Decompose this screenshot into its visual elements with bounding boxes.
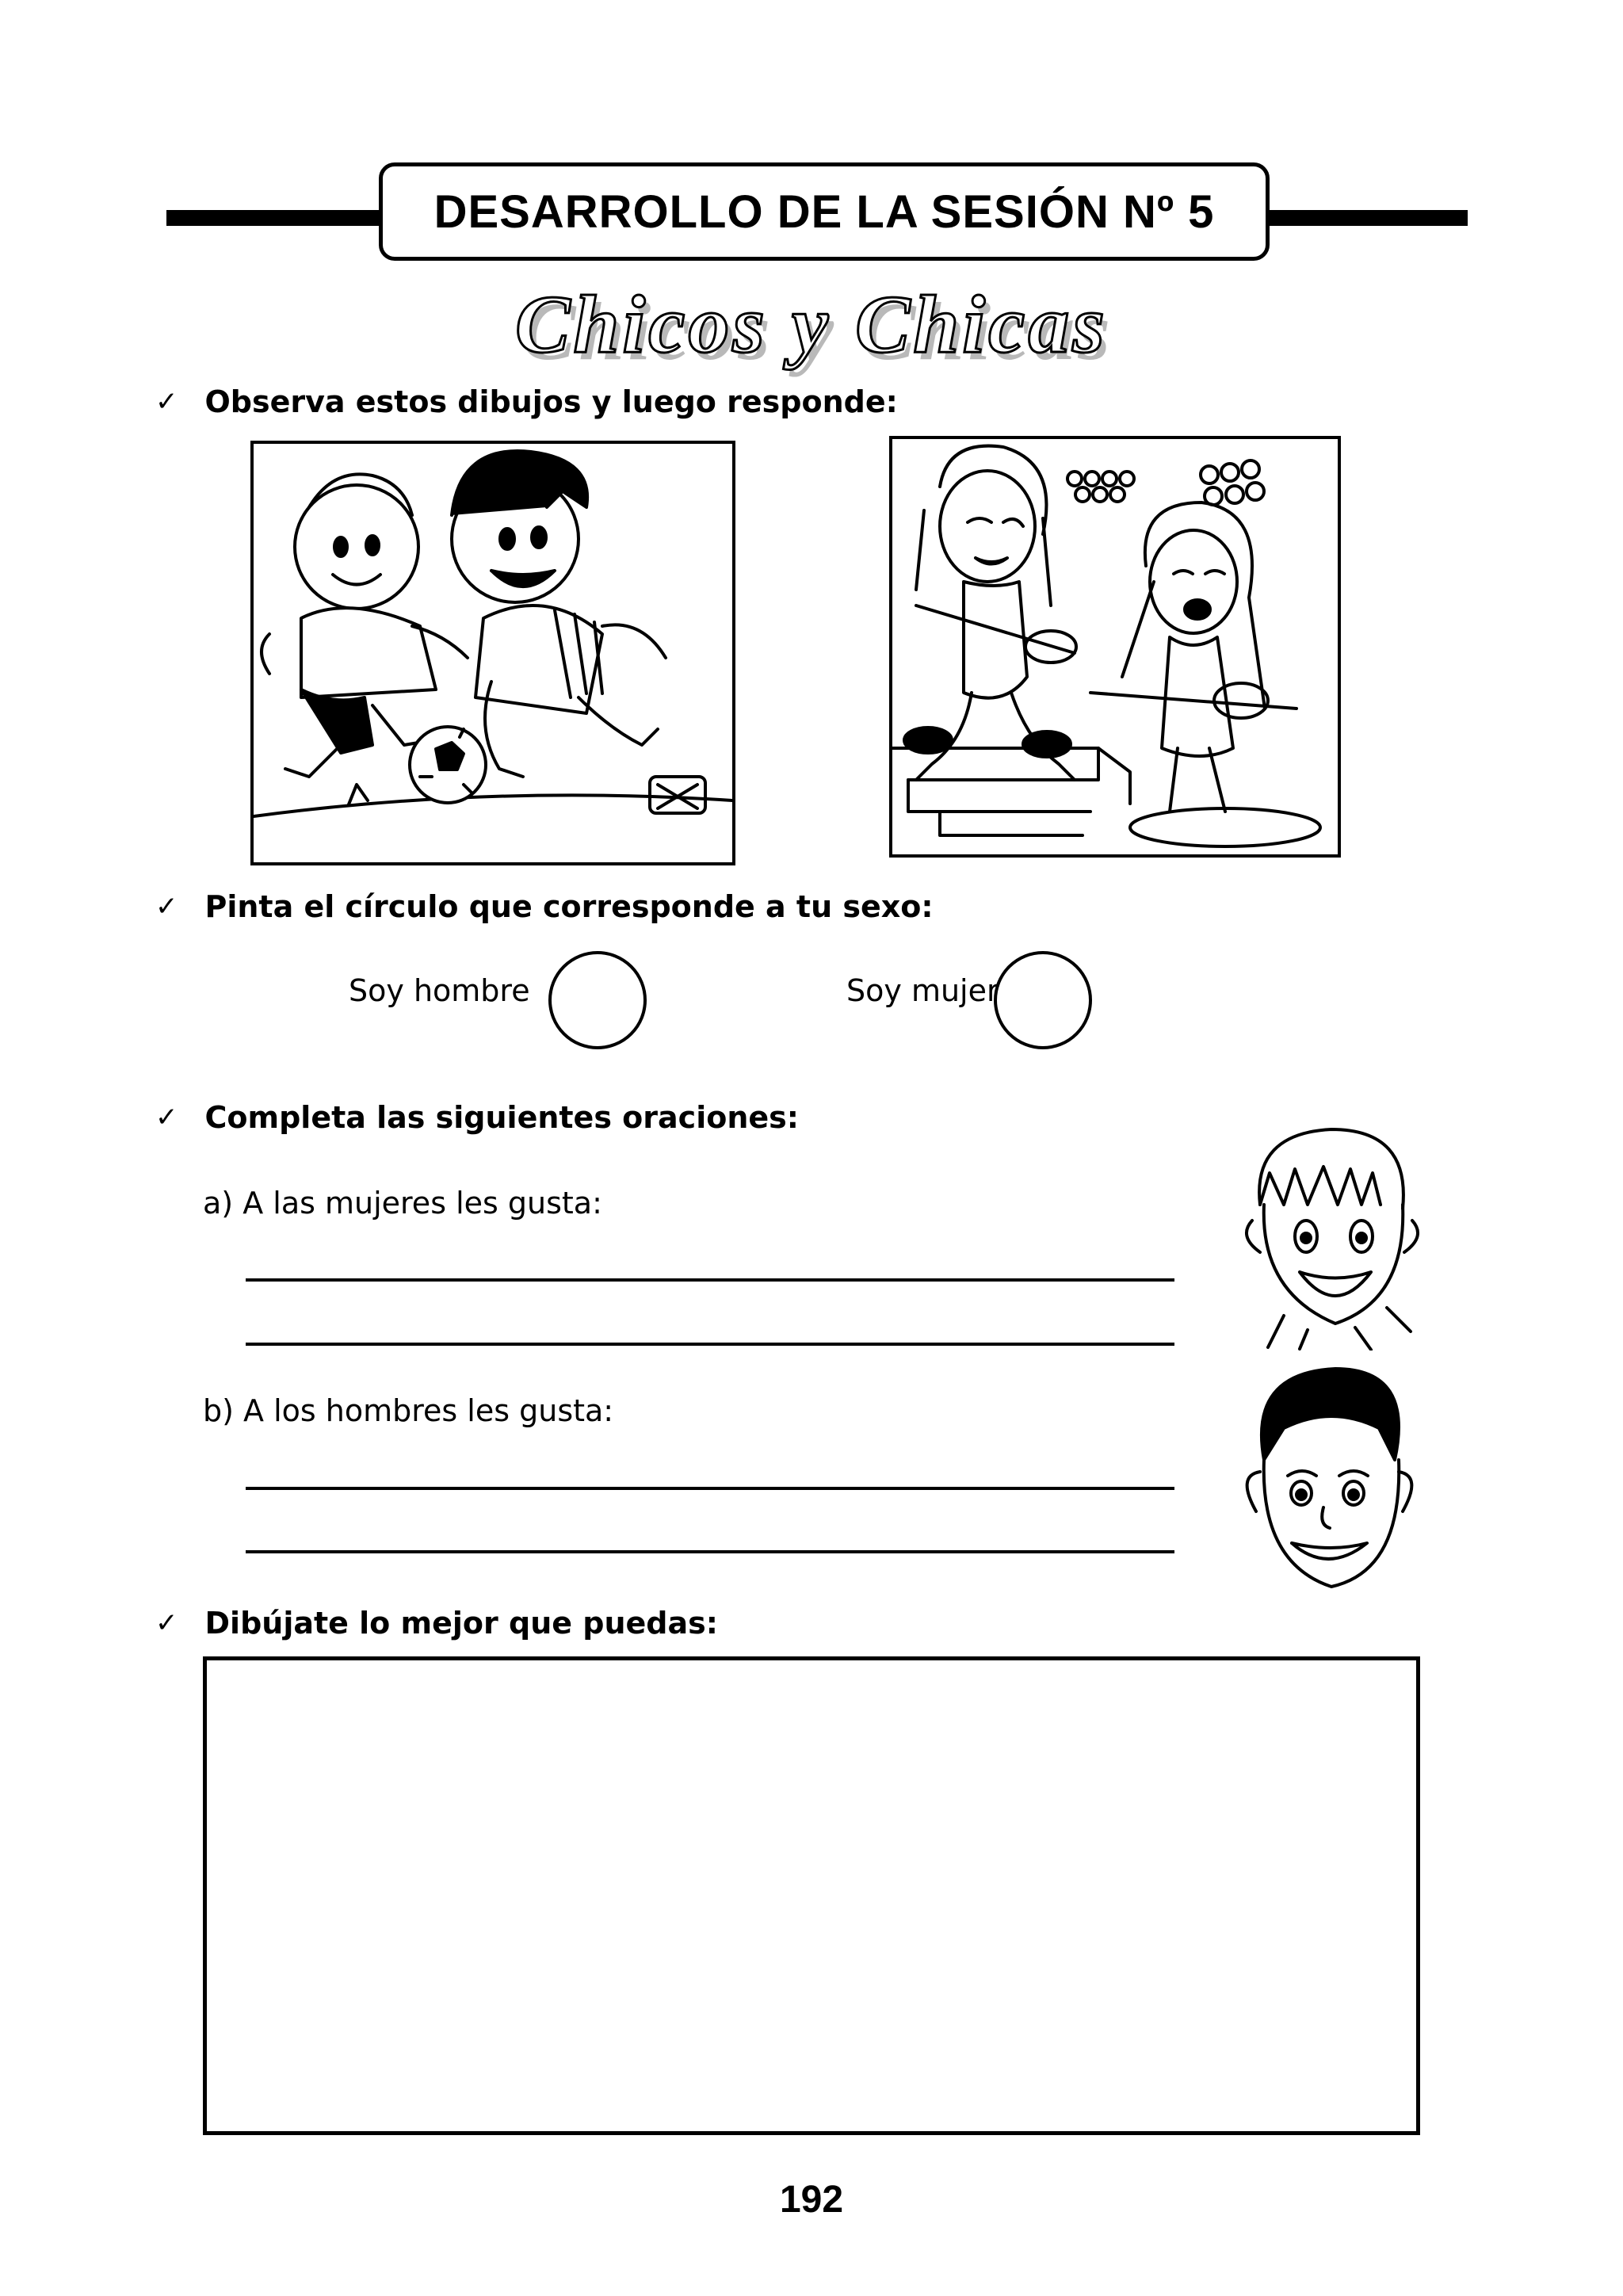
- instruction-paint: [155, 889, 934, 924]
- boys-soccer-picture: [250, 441, 735, 865]
- girl-face-illustration: [1236, 1125, 1426, 1350]
- check-icon: ✓: [155, 386, 178, 418]
- instruction-draw-text: Dibújate lo mejor que puedas:: [204, 1606, 718, 1641]
- boys-soccer-illustration: [254, 444, 732, 862]
- page-number: 192: [779, 2179, 844, 2221]
- answer-line-a2[interactable]: [246, 1343, 1174, 1346]
- sentence-b: b) A los hombres les gusta:: [203, 1393, 614, 1428]
- instruction-observe-text: Observa estos dibujos y luego responde:: [204, 384, 898, 419]
- girls-music-illustration: [892, 439, 1338, 854]
- option-male-circle[interactable]: [548, 951, 647, 1049]
- answer-line-a1[interactable]: [246, 1278, 1174, 1282]
- girls-music-picture: [889, 436, 1341, 858]
- check-icon: ✓: [155, 891, 178, 923]
- answer-line-b2[interactable]: [246, 1550, 1174, 1553]
- sentence-a: a) A las mujeres les gusta:: [203, 1186, 602, 1221]
- instruction-observe: [155, 384, 898, 419]
- instruction-complete: [155, 1100, 799, 1135]
- header-bar-left: [166, 210, 388, 226]
- session-title: DESARROLLO DE LA SESIÓN Nº 5: [433, 185, 1215, 238]
- boy-face-illustration: [1228, 1365, 1426, 1595]
- header-box: [379, 162, 1270, 261]
- option-female-label: Soy mujer: [846, 973, 999, 1008]
- answer-line-b1[interactable]: [246, 1487, 1174, 1490]
- check-icon: ✓: [155, 1102, 178, 1133]
- self-drawing-box[interactable]: [203, 1656, 1420, 2135]
- instruction-complete-text: Completa las siguientes oraciones:: [204, 1100, 799, 1135]
- option-male-label: Soy hombre: [349, 973, 530, 1008]
- header-bar-right: [1260, 210, 1468, 226]
- instruction-draw: [155, 1606, 718, 1641]
- instruction-paint-text: Pinta el círculo que corresponde a tu sexo:: [204, 889, 934, 924]
- check-icon: ✓: [155, 1607, 178, 1639]
- option-female-circle[interactable]: [994, 951, 1092, 1049]
- page-title: Chicos y Chicas: [515, 279, 1108, 370]
